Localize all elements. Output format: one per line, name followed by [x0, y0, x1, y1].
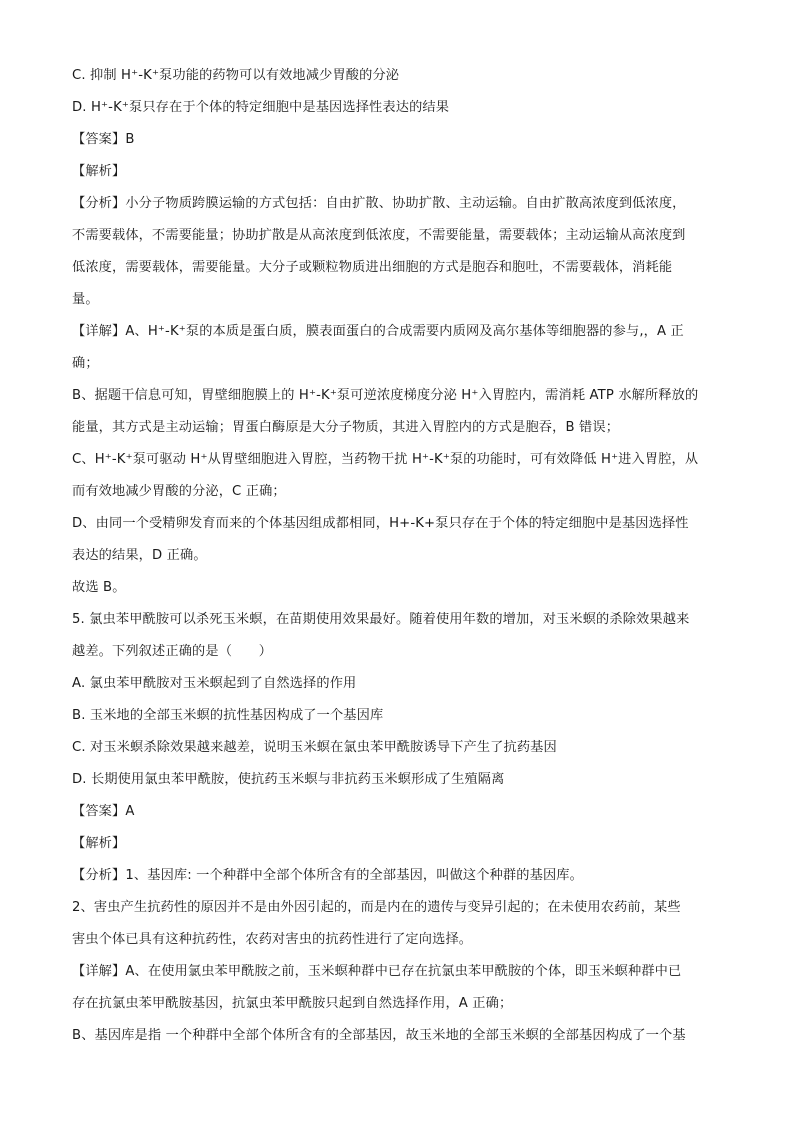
detail-text: 确； — [72, 356, 99, 371]
analysis-text: 害虫个体已具有这种抗药性，农药对害虫的抗药性进行了定向选择。 — [72, 932, 473, 947]
detail-text: 而有效地减少胃酸的分泌，C 正确； — [72, 484, 286, 499]
detail-text: D、由同一个受精卵发育而来的个体基因组成都相同，H+-K+泵只存在于个体的特定细胞中是基因选择性 — [72, 516, 689, 531]
detail-text: 存在抗氯虫苯甲酰胺基因，抗氯虫苯甲酰胺只起到自然选择作用，A 正确； — [72, 996, 513, 1011]
detail-text: 表达的结果，D 正确。 — [72, 548, 207, 563]
detail-text: B、基因库是指 一个种群中全部个体所含有的全部基因，故玉米地的全部玉米螟的全部基因构成了一个基 — [72, 1028, 686, 1043]
option-d: D. 长期使用氯虫苯甲酰胺，使抗药玉米螟与非抗药玉米螟形成了生殖隔离 — [72, 772, 505, 787]
detail-text: B、据题干信息可知，胃壁细胞膜上的 H⁺-K⁺泵可逆浓度梯度分泌 H⁺入胃腔内，需消耗 ATP 水解所释放的 — [72, 388, 699, 403]
detail-text: C、H⁺-K⁺泵可驱动 H⁺从胃壁细胞进入胃腔，当药物干扰 H⁺-K⁺泵的功能时，可有效降低 H⁺进入胃腔，从 — [72, 452, 699, 467]
analysis-text: 2、害虫产生抗药性的原因并不是由外因引起的，而是内在的遗传与变异引起的；在未使用农药前，某些 — [72, 900, 681, 915]
option-a: A. 氯虫苯甲酰胺对玉米螟起到了自然选择的作用 — [72, 676, 357, 691]
detail-text: 能量，其方式是主动运输；胃蛋白酶原是大分子物质，其进入胃腔内的方式是胞吞，B 错误； — [72, 420, 620, 435]
analysis-text: 【分析】1、基因库: 一个种群中全部个体所含有的全部基因，叫做这个种群的基因库。 — [72, 868, 583, 883]
analysis-text: 【分析】小分子物质跨膜运输的方式包括：自由扩散、协助扩散、主动运输。自由扩散高浓度到低浓度， — [72, 196, 686, 211]
analysis-text: 量。 — [72, 292, 99, 307]
answer-label: 【答案】B — [72, 132, 135, 147]
answer-label: 【答案】A — [72, 804, 135, 819]
question-5-stem: 5. 氯虫苯甲酰胺可以杀死玉米螟，在苗期使用效果最好。随着使用年数的增加，对玉米螟的杀除效果越来 — [72, 612, 690, 627]
detail-text: 【详解】A、H⁺-K⁺泵的本质是蛋白质，膜表面蛋白的合成需要内质网及高尔基体等细胞器的参与,，A 正 — [72, 324, 684, 339]
analysis-label: 【解析】 — [72, 164, 126, 179]
conclusion: 故选 B。 — [72, 580, 126, 595]
option-c: C. 抑制 H⁺-K⁺泵功能的药物可以有效地减少胃酸的分泌 — [72, 68, 400, 83]
document-page — [72, 60, 722, 1052]
analysis-text: 低浓度，需要载体，需要能量。大分子或颗粒物质进出细胞的方式是胞吞和胞吐，不需要载体，消耗能 — [72, 260, 673, 275]
option-d: D. H⁺-K⁺泵只存在于个体的特定细胞中是基因选择性表达的结果 — [72, 100, 450, 115]
option-b: B. 玉米地的全部玉米螟的抗性基因构成了一个基因库 — [72, 708, 384, 723]
detail-text: 【详解】A、在使用氯虫苯甲酰胺之前，玉米螟种群中已存在抗氯虫苯甲酰胺的个体，即玉米螟种群中已 — [72, 964, 682, 979]
option-c: C. 对玉米螟杀除效果越来越差，说明玉米螟在氯虫苯甲酰胺诱导下产生了抗药基因 — [72, 740, 557, 755]
analysis-text: 不需要载体，不需要能量；协助扩散是从高浓度到低浓度，不需要能量，需要载体；主动运输从高浓度到 — [72, 228, 686, 243]
question-5-stem: 越差。下列叙述正确的是（ ） — [72, 644, 273, 659]
analysis-label: 【解析】 — [72, 836, 126, 851]
